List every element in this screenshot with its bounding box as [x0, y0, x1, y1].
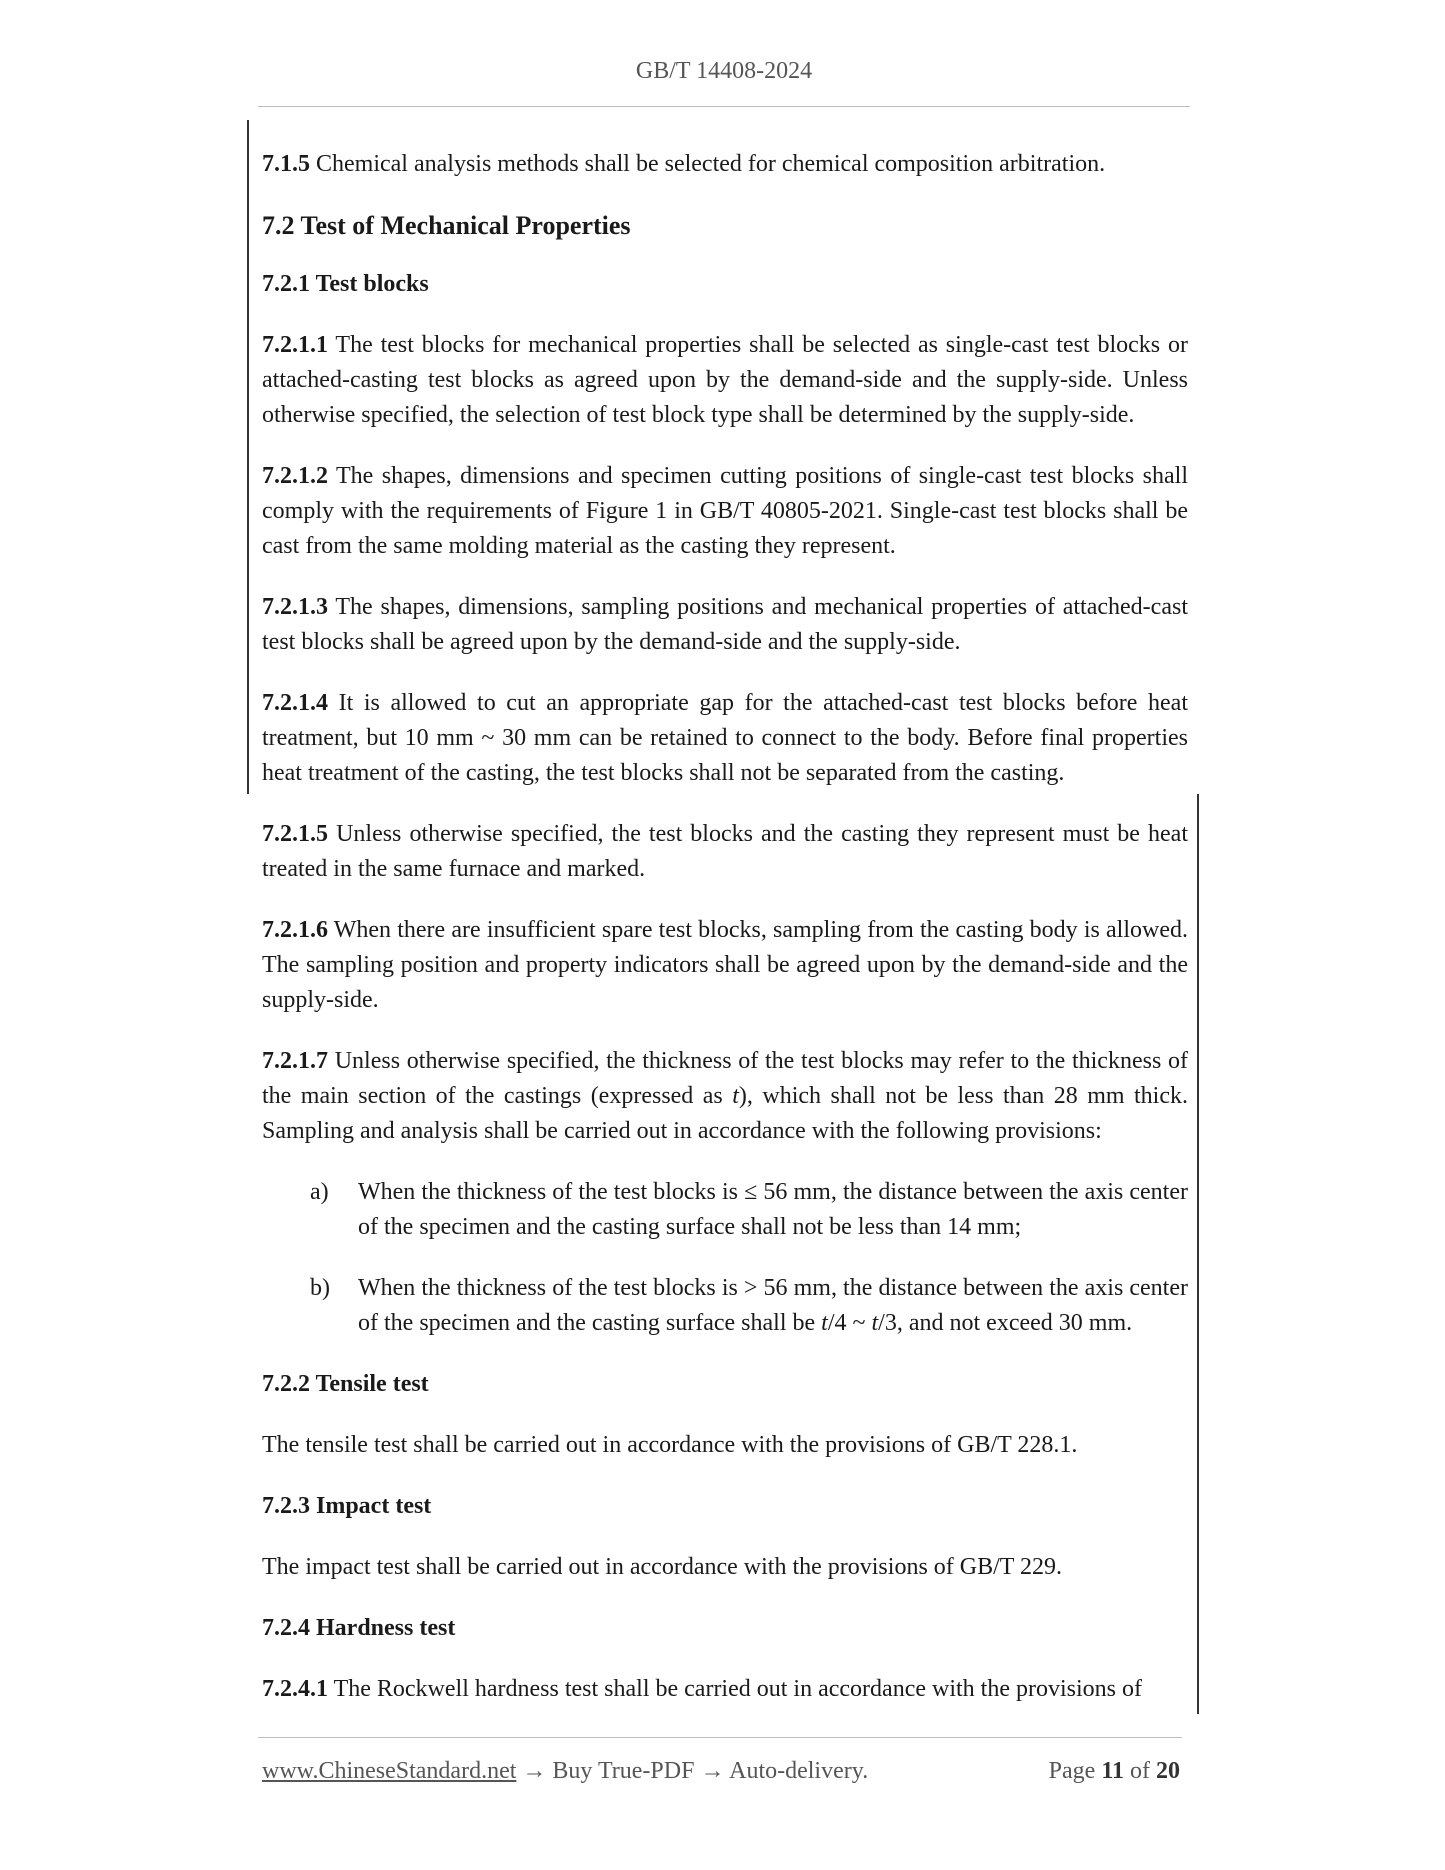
- clause-7-2-1-7: 7.2.1.7 Unless otherwise specified, the thickness of the test blocks may refer to the thickness of the main section of the castings (expressed as t), which shall not be less than 28 mm thick. Sampling and analysis shall be carried out in accordance with the following provisions:: [262, 1048, 1188, 1144]
- footer-rule: [258, 1737, 1182, 1738]
- list-text: When the thickness of the test blocks is > 56 mm, the distance between the axis center of the specimen and the casting surface shall be t/4 ~ t/3, and not exceed 30 mm.: [358, 1275, 1188, 1336]
- footer-left: www.ChineseStandard.net → Buy True-PDF → Auto-delivery.: [262, 1758, 869, 1784]
- clause-7-2-1-5: 7.2.1.5 Unless otherwise specified, the test blocks and the casting they represent must be heat treated in the same furnace and marked.: [262, 821, 1188, 882]
- clause-7-2-1-4: 7.2.1.4 It is allowed to cut an appropriate gap for the attached-cast test blocks before heat treatment, but 10 mm ~ 30 mm can be retained to connect to the body. Before final properties heat treatment of the casting, the test blocks shall not be separated from the casting.: [262, 690, 1188, 786]
- list-item-b: [262, 1271, 1188, 1341]
- clause-7-1-5: 7.1.5 Chemical analysis methods shall be selected for chemical composition arbitration.: [262, 151, 1106, 177]
- heading-7-2: 7.2 Test of Mechanical Properties: [262, 211, 631, 240]
- right-change-bar: [1197, 794, 1199, 1714]
- page-indicator: Page 11 of 20: [1048, 1758, 1180, 1784]
- header-rule: [258, 106, 1190, 107]
- paragraph-7-2-3: The impact test shall be carried out in accordance with the provisions of GB/T 229.: [262, 1554, 1063, 1580]
- clause-7-2-1-6: 7.2.1.6 When there are insufficient spare test blocks, sampling from the casting body is allowed. The sampling position and property indicators shall be agreed upon by the demand-side and the supply-side.: [262, 917, 1188, 1013]
- list-marker: b): [310, 1275, 330, 1301]
- heading-7-2-3: 7.2.3 Impact test: [262, 1493, 432, 1519]
- clause-7-2-1-1: 7.2.1.1 The test blocks for mechanical properties shall be selected as single-cast test blocks or attached-casting test blocks as agreed upon by the demand-side and the supply-side. Unless otherwise specified, the selection of test block type shall be determined by the supply-side.: [262, 332, 1188, 428]
- page-footer: [262, 1758, 1180, 1785]
- heading-7-2-4: 7.2.4 Hardness test: [262, 1615, 456, 1641]
- list-text: When the thickness of the test blocks is ≤ 56 mm, the distance between the axis center of the specimen and the casting surface shall not be less than 14 mm;: [358, 1179, 1188, 1240]
- left-change-bar: [247, 120, 249, 794]
- clause-7-2-1-3: 7.2.1.3 The shapes, dimensions, sampling positions and mechanical properties of attached-cast test blocks shall be agreed upon by the demand-side and the supply-side.: [262, 594, 1188, 655]
- site-link[interactable]: www.ChineseStandard.net: [262, 1758, 517, 1784]
- clause-7-2-1-2: 7.2.1.2 The shapes, dimensions and specimen cutting positions of single-cast test blocks shall comply with the requirements of Figure 1 in GB/T 40805-2021. Single-cast test blocks shall be cast from the same molding material as the casting they represent.: [262, 463, 1188, 559]
- clause-7-2-4-1: 7.2.4.1 The Rockwell hardness test shall be carried out in accordance with the provisions of: [262, 1676, 1142, 1702]
- heading-7-2-1: 7.2.1 Test blocks: [262, 271, 429, 297]
- list-marker: a): [310, 1179, 329, 1205]
- paragraph-7-2-2: The tensile test shall be carried out in accordance with the provisions of GB/T 228.1.: [262, 1432, 1078, 1458]
- page-header: GB/T 14408-2024: [635, 58, 813, 84]
- heading-7-2-2: 7.2.2 Tensile test: [262, 1371, 429, 1397]
- list-item-a: [262, 1175, 1188, 1245]
- document-body: [262, 147, 1188, 1733]
